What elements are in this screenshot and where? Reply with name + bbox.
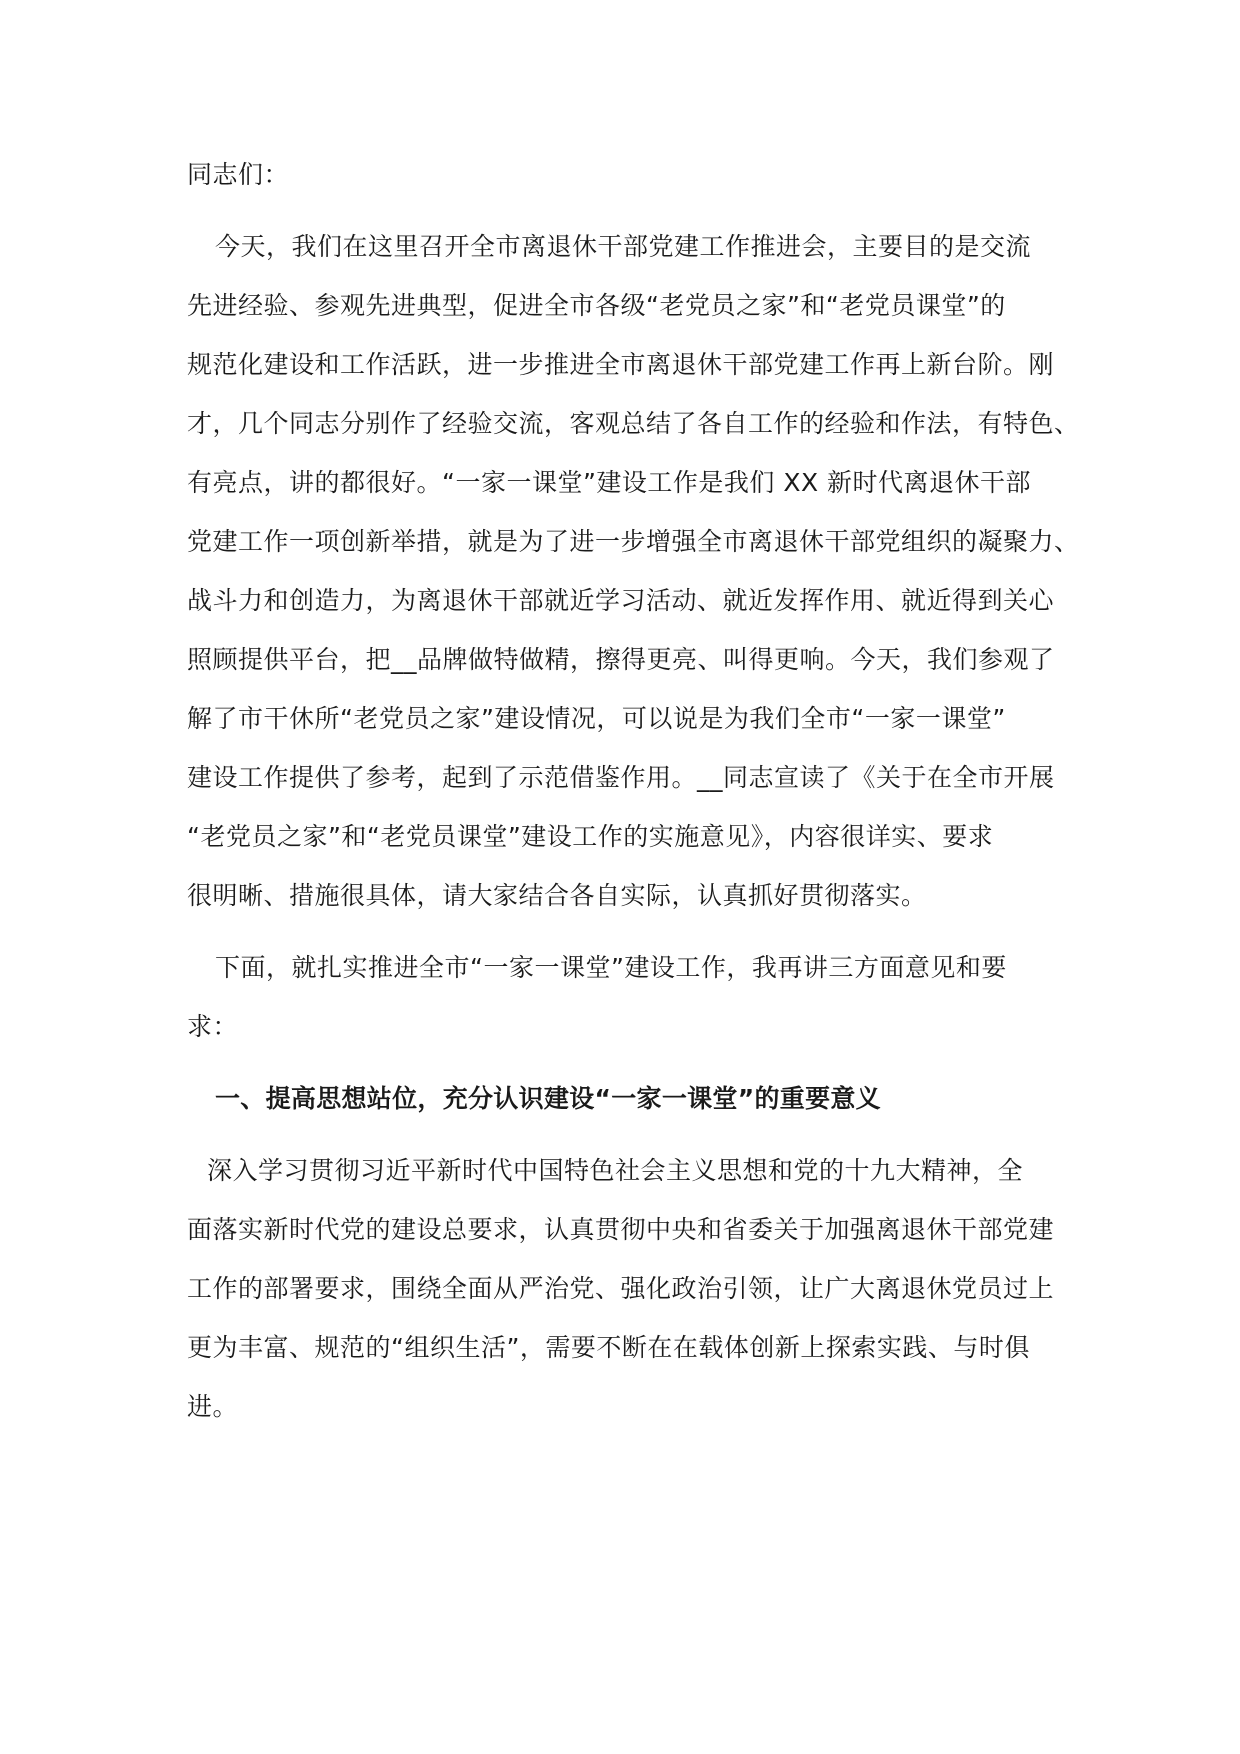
paragraph-2-line-2: 求： <box>187 1012 239 1041</box>
paragraph-3-line-4: 更为丰富、规范的“组织生活”，需要不断在在载体创新上探索实践、与时俱 <box>187 1333 1030 1362</box>
paragraph-3-line-1: 深入学习贯彻习近平新时代中国特色社会主义思想和党的十九大精神，全 <box>207 1156 1024 1185</box>
paragraph-1-line-1: 今天，我们在这里召开全市离退休干部党建工作推进会，主要目的是交流 <box>215 232 1032 261</box>
paragraph-1-line-4: 才，几个同志分别作了经验交流，客观总结了各自工作的经验和作法，有特色、 <box>187 409 1080 438</box>
paragraph-1-line-8: 照顾提供平台，把__品牌做特做精，擦得更亮、叫得更响。今天，我们参观了 <box>187 645 1055 674</box>
paragraph-3-line-2: 面落实新时代党的建设总要求，认真贯彻中央和省委关于加强离退休干部党建 <box>187 1215 1055 1244</box>
salutation: 同志们： <box>187 160 290 189</box>
paragraph-3-line-5: 进。 <box>187 1392 239 1421</box>
paragraph-1-line-9: 解了市干休所“老党员之家”建设情况，可以说是为我们全市“一家一课堂” <box>187 704 1006 733</box>
paragraph-1-line-10: 建设工作提供了参考，起到了示范借鉴作用。__同志宣读了《关于在全市开展 <box>187 763 1055 792</box>
section-heading-1: 一、提高思想站位，充分认识建设“一家一课堂”的重要意义 <box>215 1084 881 1113</box>
paragraph-3-line-3: 工作的部署要求，围绕全面从严治党、强化政治引领，让广大离退休党员过上 <box>187 1274 1055 1303</box>
paragraph-1-line-7: 战斗力和创造力，为离退休干部就近学习活动、就近发挥作用、就近得到关心 <box>187 586 1055 615</box>
paragraph-1-line-2: 先进经验、参观先进典型，促进全市各级“老党员之家”和“老党员课堂”的 <box>187 291 1006 320</box>
paragraph-1-line-5: 有亮点，讲的都很好。“一家一课堂”建设工作是我们 XX 新时代离退休干部 <box>187 468 1032 497</box>
paragraph-1-line-6: 党建工作一项创新举措，就是为了进一步增强全市离退休干部党组织的凝聚力、 <box>187 527 1080 556</box>
paragraph-1-line-12: 很明晰、措施很具体，请大家结合各自实际，认真抓好贯彻落实。 <box>187 881 927 910</box>
paragraph-1-line-11: “老党员之家”和“老党员课堂”建设工作的实施意见》，内容很详实、要求 <box>187 822 994 851</box>
paragraph-1-line-3: 规范化建设和工作活跃，进一步推进全市离退休干部党建工作再上新台阶。刚 <box>187 350 1055 379</box>
paragraph-2-line-1: 下面，就扎实推进全市“一家一课堂”建设工作，我再讲三方面意见和要 <box>215 953 1007 982</box>
